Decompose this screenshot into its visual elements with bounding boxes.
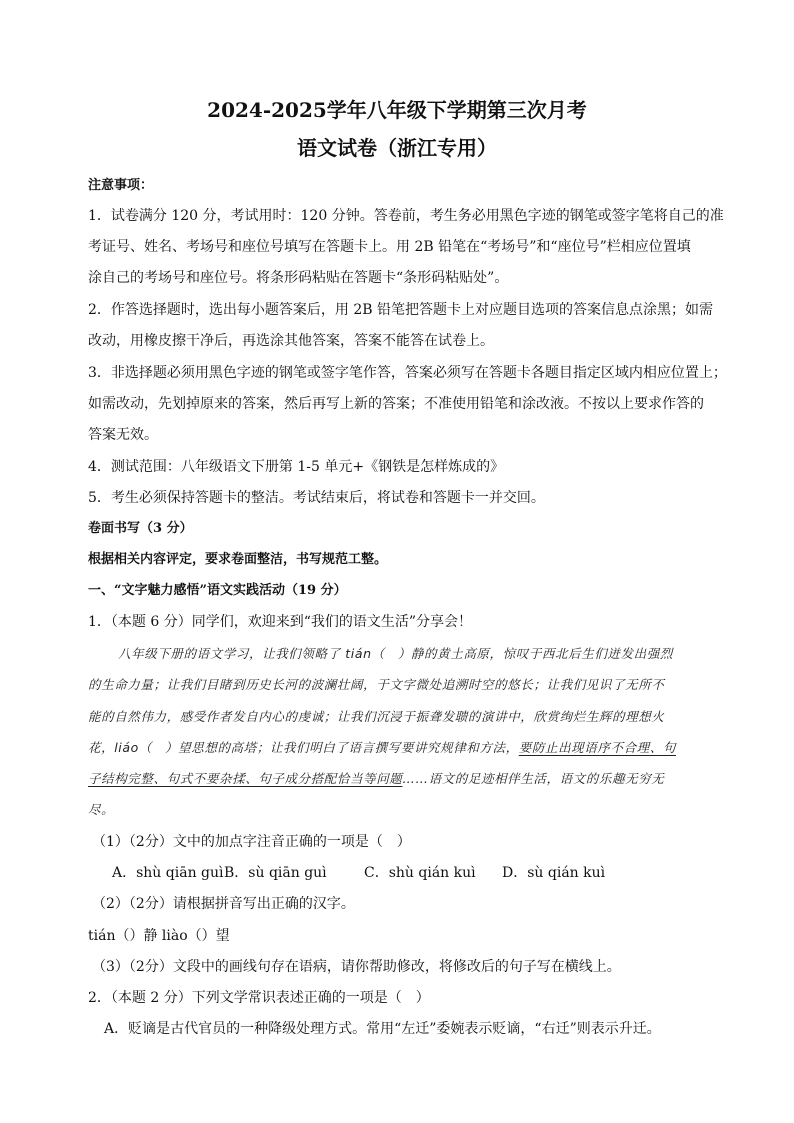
question-2-option-a: A．贬谪是古代官员的一种降级处理方式。常用“左迁”委婉表示贬谪，“右迁”则表示升迁。 — [104, 1021, 661, 1037]
option-b: B．sù qiān guì — [224, 865, 327, 881]
handwriting-desc: 根据相关内容评定，要求卷面整洁，书写规范工整。 — [88, 552, 388, 567]
passage-line: 的生命力量；让我们目睹到历史长河的波澜壮阔，于文字微处追溯时空的悠长；让我们见识了无所不 — [88, 677, 665, 692]
notice-line: 1．试卷满分 120 分，考试用时：120 分钟。答卷前，考生务必用黑色字迹的钢笔或签字笔将自己的准 — [88, 208, 724, 224]
notice-line: 如需改动，先划掉原来的答案，然后再写上新的答案；不准使用铅笔和涂改液。不按以上要求作答的 — [88, 396, 704, 412]
question-2-intro: 2．（本题 2 分）下列文学常识表述正确的一项是（ ） — [88, 990, 430, 1006]
question-1-2-blanks: tián（）静 liào（）望 — [88, 928, 230, 944]
page-title: 2024-2025学年八年级下学期第三次月考 — [207, 98, 587, 122]
option-a: A．shù qiān guì — [112, 865, 224, 881]
passage-text: ……语文的足迹相伴生活，语文的乐趣无穷无 — [402, 771, 665, 786]
notice-line: 涂自己的考场号和座位号。将条形码粘贴在答题卡“条形码粘贴处”。 — [88, 270, 509, 286]
section-heading: 一、“文字魅力感悟”语文实践活动（19 分） — [88, 583, 347, 598]
passage-line: 尽。 — [88, 802, 115, 817]
passage-line: 能的自然伟力，感受作者发自内心的虔诚；让我们沉浸于振聋发聩的演讲中，欣赏绚烂生辉的理想火 — [88, 709, 665, 724]
passage-line: 八年级下册的语文学习，让我们领略了 tián（ ）静的黄土高原，惊叹于西北后生们迸发出强烈 — [118, 646, 673, 661]
notice-line: 4．测试范围：八年级语文下册第 1-5 单元+《钢铁是怎样炼成的》 — [88, 459, 505, 475]
notice-line: 考证号、姓名、考场号和座位号填写在答题卡上。用 2B 铅笔在“考场号”和“座位号”栏相应位置填 — [88, 239, 691, 255]
passage-line — [88, 769, 664, 789]
question-1-2: （2）（2分）请根据拼音写出正确的汉字。 — [92, 896, 355, 912]
question-1-3: （3）（2分）文段中的画线句存在语病，请你帮助修改，将修改后的句子写在横线上。 — [92, 959, 621, 975]
option-c: C．shù qián kuì — [364, 865, 476, 881]
notice-heading: 注意事项： — [88, 178, 154, 193]
underlined-sentence: 要防止出现语序不合理、句 — [518, 740, 676, 755]
notice-line: 答案无效。 — [88, 427, 158, 443]
handwriting-heading: 卷面书写（3 分） — [88, 521, 193, 536]
passage-text: 花，liáo（ ）望思想的高塔；让我们明白了语言撰写要讲究规律和方法， — [88, 740, 519, 755]
underlined-sentence: 子结构完整、句式不要杂揉、句子成分搭配恰当等问题 — [88, 771, 403, 786]
notice-line: 2．作答选择题时，选出每小题答案后，用 2B 铅笔把答题卡上对应题目选项的答案信息点涂黑；如需 — [88, 302, 714, 318]
question-1-intro: 1．（本题 6 分）同学们，欢迎来到“我们的语文生活”分享会！ — [88, 614, 473, 630]
notice-line: 3．非选择题必须用黑色字迹的钢笔或签字笔作答，答案必须写在答题卡各题目指定区域内相应位置上； — [88, 365, 727, 381]
question-1-1: （1）（2分）文中的加点字注音正确的一项是（ ） — [92, 834, 411, 850]
passage-line — [88, 738, 676, 758]
option-d: D．sù qián kuì — [502, 865, 606, 881]
notice-line: 5．考生必须保持答题卡的整洁。考试结束后，将试卷和答题卡一并交回。 — [88, 490, 545, 506]
notice-line: 改动，用橡皮擦干净后，再选涂其他答案，答案不能答在试卷上。 — [88, 333, 494, 349]
page-subtitle: 语文试卷（浙江专用） — [297, 136, 497, 160]
